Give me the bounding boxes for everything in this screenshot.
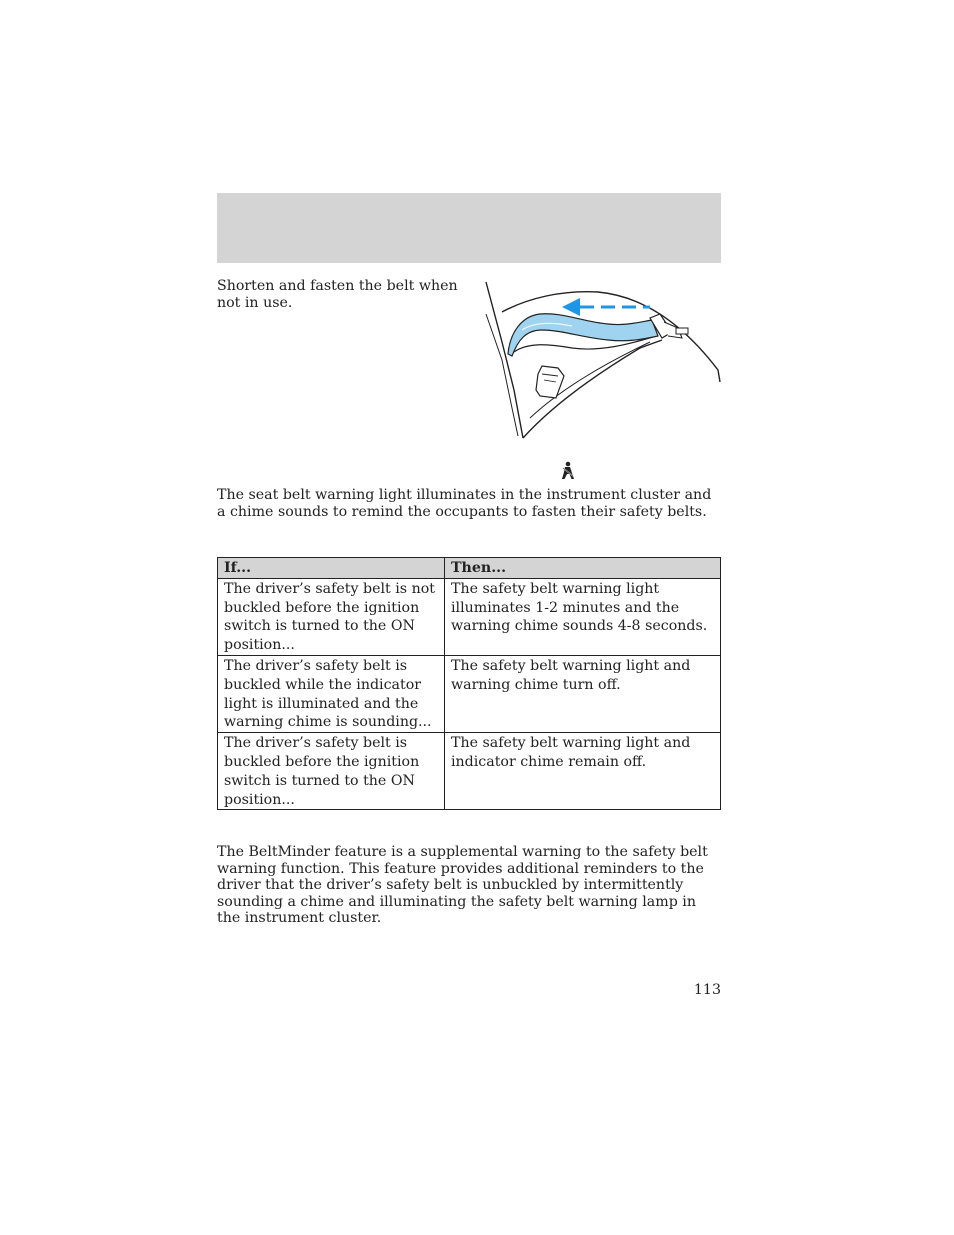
section-header-band (217, 193, 721, 263)
table-header-row (218, 558, 721, 579)
column-header-then: Then... (445, 558, 721, 579)
table-row (218, 733, 721, 810)
beltminder-paragraph: The BeltMinder feature is a supplemental warning to the safety belt warning function. This feature provides additional reminders to the driver that the driver’s safety belt is unbuckled by intermittently sounding a chime and illuminating the safety belt warning lamp in the instrument cluster. (217, 844, 708, 926)
page-number: 113 (693, 982, 721, 998)
intro-paragraph: Shorten and fasten the belt when not in use. (217, 278, 458, 311)
warning-light-paragraph: The seat belt warning light illuminates in the instrument cluster and a chime sounds to remind the occupants to fasten their safety belts. (217, 487, 712, 520)
table-row (218, 655, 721, 732)
column-header-if: If... (218, 558, 445, 579)
seat-belt-warning-icon (559, 461, 577, 481)
table-cell-then: The safety belt warning light and warning chime turn off. (445, 655, 721, 732)
table-cell-if: The driver’s safety belt is buckled before the ignition switch is turned to the ON position... (218, 733, 445, 810)
table-cell-then: The safety belt warning light illuminates 1-2 minutes and the warning chime sounds 4-8 seconds. (445, 578, 721, 655)
table-row (218, 578, 721, 655)
table-cell-if: The driver’s safety belt is not buckled before the ignition switch is turned to the ON position... (218, 578, 445, 655)
belt-stowage-illustration (480, 278, 725, 446)
table-cell-if: The driver’s safety belt is buckled while the indicator light is illuminated and the warning chime is sounding... (218, 655, 445, 732)
belt-warning-logic-table (217, 557, 721, 810)
table-cell-then: The safety belt warning light and indicator chime remain off. (445, 733, 721, 810)
